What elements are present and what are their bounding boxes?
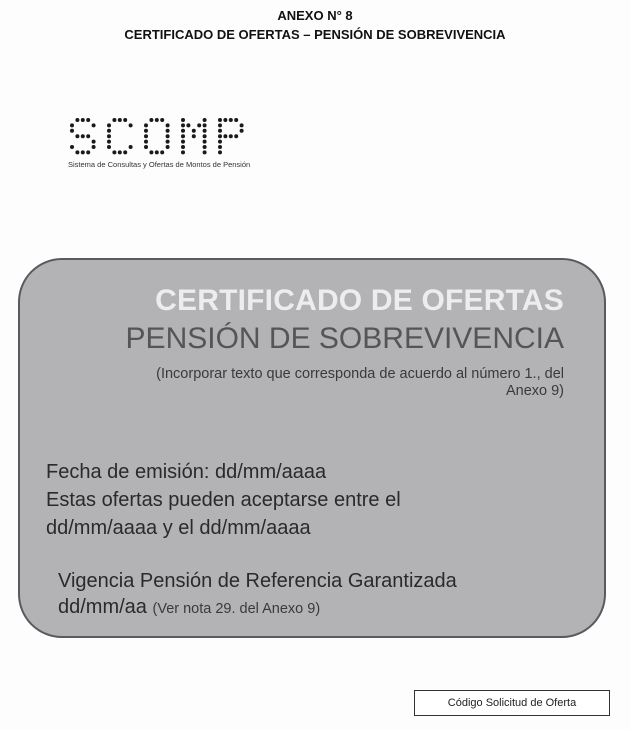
logo-dot: [203, 150, 207, 154]
logo-dot: [129, 123, 133, 127]
logo-dot: [107, 123, 111, 127]
logo-dot: [70, 145, 74, 149]
logo-dot: [166, 123, 170, 127]
certificate-panel: [18, 258, 606, 638]
certificate-instruction-note: [94, 366, 564, 400]
logo-dot: [203, 145, 207, 149]
logo-subtitle: Sistema de Consultas y Ofertas de Montos de Pensión: [68, 160, 251, 169]
logo-dot: [144, 123, 148, 127]
logo-dot: [203, 140, 207, 144]
logo-dot: [181, 123, 185, 127]
logo-dot: [203, 118, 207, 122]
annex-title: CERTIFICADO DE OFERTAS – PENSIÓN DE SOBREVIVENCIA: [124, 27, 506, 42]
logo-dot: [81, 118, 85, 122]
logo-dot: [203, 123, 207, 127]
logo-dot: [81, 134, 85, 138]
logo-dot: [129, 145, 133, 149]
logo-dot: [155, 150, 159, 154]
logo-dot: [181, 150, 185, 154]
logo-dot: [218, 118, 222, 122]
logo-dot: [70, 123, 74, 127]
logo-dot: [234, 118, 238, 122]
logo-dot: [203, 134, 207, 138]
annex-number: ANEXO N° 8: [277, 8, 353, 23]
logo-dot: [86, 118, 90, 122]
acceptance-line-2: dd/mm/aaaa y el dd/mm/aaaa: [46, 517, 311, 539]
logo-dot: [218, 145, 222, 149]
logo-dot: [92, 140, 96, 144]
logo-dot: [223, 118, 227, 122]
logo-dot: [112, 150, 116, 154]
logo-dot: [218, 150, 222, 154]
logo-dot: [155, 118, 159, 122]
logo-dot: [144, 129, 148, 133]
logo-dot: [123, 150, 127, 154]
logo-dot: [118, 150, 122, 154]
logo-dot: [181, 129, 185, 133]
logo-dot: [92, 145, 96, 149]
note-line-2: Anexo 9): [505, 383, 564, 399]
note-line-1: (Incorporar texto que corresponda de acuerdo al número 1., del: [156, 366, 564, 382]
issue-date: Fecha de emisión: dd/mm/aaaa: [46, 461, 327, 483]
validity-line: Vigencia Pensión de Referencia Garantizada: [58, 570, 457, 592]
logo-dot: [186, 123, 190, 127]
logo-dot: [166, 145, 170, 149]
logo-dot: [181, 118, 185, 122]
logo-dot: [123, 118, 127, 122]
logo-dot: [70, 129, 74, 133]
acceptance-line-1: Estas ofertas pueden aceptarse entre el: [46, 489, 401, 511]
logo-dot: [118, 118, 122, 122]
logo-dot: [144, 145, 148, 149]
annex-header: [0, 6, 630, 44]
logo-dot: [218, 123, 222, 127]
logo-dot: [75, 150, 79, 154]
logo-dot: [107, 140, 111, 144]
logo-dot: [149, 118, 153, 122]
validity-date: dd/mm/aa: [58, 596, 147, 618]
logo-dot: [112, 118, 116, 122]
logo-dot: [229, 134, 233, 138]
logo-dot: [144, 140, 148, 144]
scomp-logo: [68, 116, 258, 161]
scomp-dot-matrix-logo: [68, 116, 258, 156]
logo-dot: [192, 129, 196, 133]
logo-dot: [144, 134, 148, 138]
logo-dot: [203, 129, 207, 133]
validity-date-row: [58, 594, 588, 622]
logo-dot: [149, 150, 153, 154]
certificate-subtitle: PENSIÓN DE SOBREVIVENCIA: [125, 322, 564, 355]
logo-dot: [107, 145, 111, 149]
logo-dot: [192, 134, 196, 138]
logo-dot: [218, 129, 222, 133]
logo-dot: [166, 129, 170, 133]
logo-dot: [181, 134, 185, 138]
logo-dot: [160, 118, 164, 122]
logo-dot: [107, 134, 111, 138]
logo-dot: [234, 134, 238, 138]
offer-request-code-box[interactable]: Código Solicitud de Oferta: [414, 690, 610, 716]
logo-dot: [166, 140, 170, 144]
logo-dot: [81, 150, 85, 154]
logo-dot: [240, 123, 244, 127]
logo-dot: [75, 134, 79, 138]
logo-dot: [223, 134, 227, 138]
logo-dot: [160, 150, 164, 154]
logo-dot: [218, 134, 222, 138]
logo-dot: [181, 140, 185, 144]
logo-dot: [86, 134, 90, 138]
logo-dot: [181, 145, 185, 149]
logo-dot: [240, 129, 244, 133]
certificate-validity: [58, 568, 588, 622]
logo-dot: [86, 150, 90, 154]
logo-dot: [197, 123, 201, 127]
validity-note: (Ver nota 29. del Anexo 9): [152, 601, 321, 617]
logo-dot: [229, 118, 233, 122]
certificate-title: CERTIFICADO DE OFERTAS: [155, 284, 564, 317]
certificate-dates: [46, 458, 576, 542]
logo-dot: [92, 123, 96, 127]
logo-dot: [107, 129, 111, 133]
logo-dot: [75, 118, 79, 122]
logo-dot: [166, 134, 170, 138]
logo-dot: [218, 140, 222, 144]
